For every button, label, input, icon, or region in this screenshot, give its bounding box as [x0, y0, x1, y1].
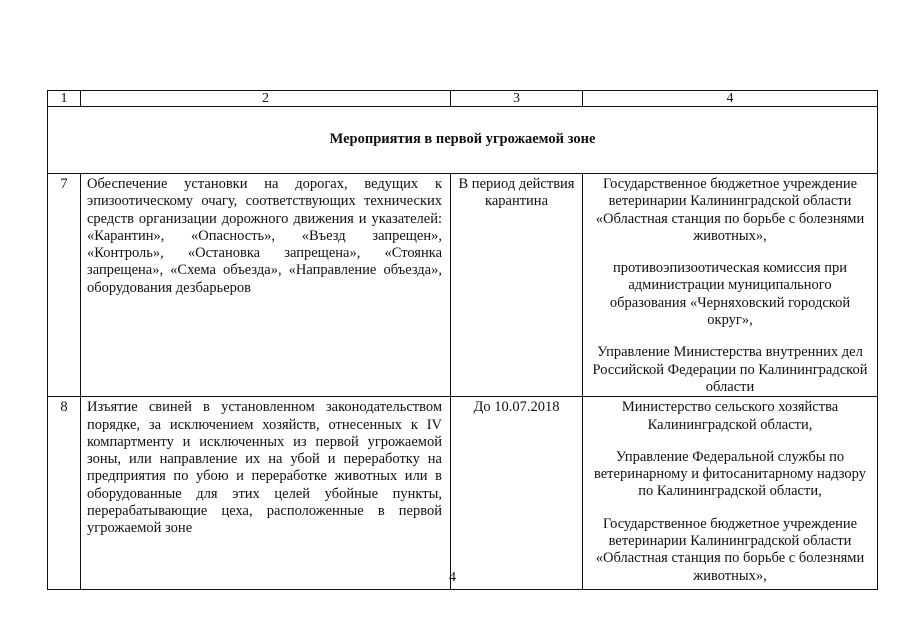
measures-table — [47, 90, 878, 590]
section-title: Мероприятия в первой угрожаемой зоне — [48, 107, 878, 174]
section-row — [48, 107, 878, 174]
responsible-item: Государственное бюджетное учреждение ветеринарии Калининградской области «Областная станция по борьбе с болезнями животных», — [595, 515, 865, 584]
measure-description: Обеспечение установки на дорогах, ведущих к эпизоотическому очагу, соответствующих технических средств организации дорожного движения и указателей: «Карантин», «Опасность», «Въезд запрещен», «Контроль», «Остановка запрещена», «Стоянка запрещена», «Схема объезда», «Направление объезда», оборудования дезбарьеров — [81, 174, 451, 397]
column-number-3: 3 — [451, 91, 583, 107]
responsible-item: противоэпизоотическая комиссия при администрации муниципального образования «Черняховский городской округ», — [609, 260, 851, 329]
page-number: 4 — [449, 570, 456, 585]
responsible-item: Государственное бюджетное учреждение ветеринарии Калининградской области «Областная станция по борьбе с болезнями животных», — [595, 176, 865, 244]
column-number-row — [48, 91, 878, 107]
row-number: 7 — [48, 174, 81, 397]
table-row — [48, 174, 878, 397]
column-number-1: 1 — [48, 91, 81, 107]
responsible-item: Управление Министерства внутренних дел Российской Федерации по Калининградской области — [592, 344, 868, 395]
responsible-item: Министерство сельского хозяйства Калининградской области, — [621, 399, 839, 433]
measure-term: В период действия карантина — [451, 174, 583, 397]
column-number-4: 4 — [583, 91, 878, 107]
measure-term: До 10.07.2018 — [451, 397, 583, 590]
responsible-item: Управление Федеральной службы по ветеринарному и фитосанитарному надзору по Калининградской области, — [593, 448, 866, 500]
responsible-cell — [583, 397, 878, 590]
responsible-cell — [583, 174, 878, 397]
row-number: 8 — [48, 397, 81, 590]
table-row — [48, 397, 878, 590]
column-number-2: 2 — [81, 91, 451, 107]
measure-description: Изъятие свиней в установленном законодательством порядке, за исключением хозяйств, отнесенных к IV компартменту и исключенных из первой угрожаемой зоны, или направление их на убой и переработку на предприятия по убою и переработке животных или в оборудованные для этих целей убойные пункты, перерабатывающие цеха, расположенные в первой угрожаемой зоне — [81, 397, 451, 590]
